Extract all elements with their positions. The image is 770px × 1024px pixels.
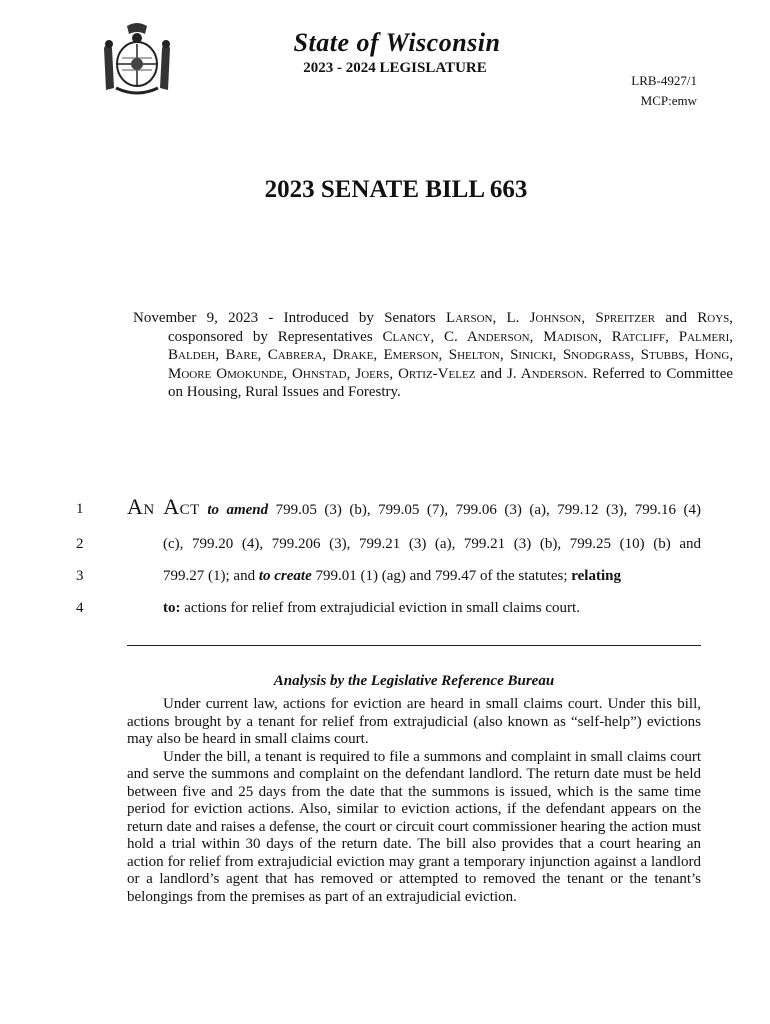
lrb-number: LRB-4927/1 — [631, 73, 697, 88]
representative-name: Madison — [543, 328, 599, 345]
representative-name: Hong — [694, 347, 730, 363]
introduction-paragraph: November 9, 2023 - Introduced by Senators Larson, L. Johnson, Spreitzer and Roys, cosponsored by Representatives Clancy, C. Anderson, Madison, Ratcliff, Palmeri, Baldeh, Bare, Cabrera, Drake, Emerson, Shelton, Sinicki, Snodgrass, Stubbs, Hong, Moore Omokunde, Ohnstad, Joers, Ortiz-Velez and J. Anderson. Referred to Committee on Housing, Rural Issues and Forestry. — [133, 310, 734, 400]
line-number: 1 — [76, 501, 84, 517]
senator-name: Roys — [697, 310, 730, 326]
lrb-reference — [631, 71, 697, 111]
analysis-heading: Analysis by the Legislative Reference Bureau — [273, 673, 555, 689]
representative-name: Shelton — [448, 347, 500, 363]
act-line-1: An Act to amend 799.05 (3) (b), 799.05 (7), 799.06 (3) (a), 799.12 (3), 799.16 (4) — [127, 494, 701, 519]
senator-name: L. Johnson — [506, 310, 582, 326]
act-line-2: (c), 799.20 (4), 799.206 (3), 799.21 (3) (a), 799.21 (3) (b), 799.25 (10) (b) and — [163, 536, 701, 552]
representative-name: Ortiz-Velez — [398, 365, 476, 382]
representative-name: C. Anderson — [444, 328, 530, 345]
senator-name: Larson — [446, 310, 493, 326]
analysis-body — [127, 696, 701, 906]
representative-name: Stubbs — [640, 347, 685, 363]
representative-name: Moore Omokunde — [168, 365, 284, 382]
representative-name: Clancy — [382, 328, 431, 345]
line-number: 3 — [76, 568, 84, 584]
line-number: 4 — [76, 600, 84, 616]
bill-title: 2023 SENATE BILL 663 — [264, 176, 528, 203]
relating-label: relating — [571, 568, 621, 584]
representative-name: Ohnstad — [292, 365, 347, 382]
divider — [127, 645, 701, 646]
analysis-paragraph: Under current law, actions for eviction are heard in small claims court. Under this bill, actions brought by a tenant for relief from extrajudicial (also known as “self-help”) evictions may also be heard in small claims court. — [127, 696, 701, 747]
representative-name: Bare — [225, 347, 258, 363]
to-amend-label: to amend — [207, 502, 269, 518]
representative-name: Snodgrass — [562, 347, 631, 363]
representative-name: Cabrera — [267, 347, 323, 363]
representative-name: Drake — [332, 347, 374, 363]
committee-referral: Referred to Committee on Housing, Rural Issues and Forestry. — [168, 365, 734, 400]
representative-name: Palmeri — [678, 328, 730, 345]
analysis-paragraph: Under the bill, a tenant is required to file a summons and complaint in small claims court and serve the summons and complaint on the defendant landlord. The return date must be held between five and 25 days from the date that the summons is issued, which is the same time period for eviction actions. Also, similar to eviction actions, if the defendant appears on the return date and raises a defense, the court or circuit court commissioner hearing the action must hold a trial within 30 days of the return date. The bill also provides that a court hearing an action for relief from extrajudicial eviction may grant a temporary injunction against a landlord or a landlord’s agent that has removed or attempted to removed the tenant or the tenant’s belongings from the premises as part of an extrajudicial eviction. — [127, 748, 701, 905]
representative-name: Joers — [355, 365, 390, 382]
state-title: State of Wisconsin — [293, 28, 501, 57]
representative-name: J. Anderson — [507, 365, 584, 382]
act-line-4: to: actions for relief from extrajudicial eviction in small claims court. — [163, 600, 580, 616]
to-label: to: — [163, 600, 181, 616]
senator-name: Spreitzer — [595, 310, 656, 326]
representative-name: Ratcliff — [611, 328, 666, 345]
drafter-code: MCP:emw — [640, 93, 697, 108]
an-act-heading: An Act — [127, 494, 200, 519]
to-create-label: to create — [258, 568, 312, 584]
representative-name: Baldeh — [168, 347, 216, 363]
representative-name: Sinicki — [510, 347, 553, 363]
representative-name: Emerson — [383, 347, 439, 363]
line-number: 2 — [76, 536, 84, 552]
legislature-session: 2023 - 2024 LEGISLATURE — [303, 60, 487, 76]
act-line-3: 799.27 (1); and to create 799.01 (1) (ag) and 799.47 of the statutes; relating — [163, 568, 621, 584]
